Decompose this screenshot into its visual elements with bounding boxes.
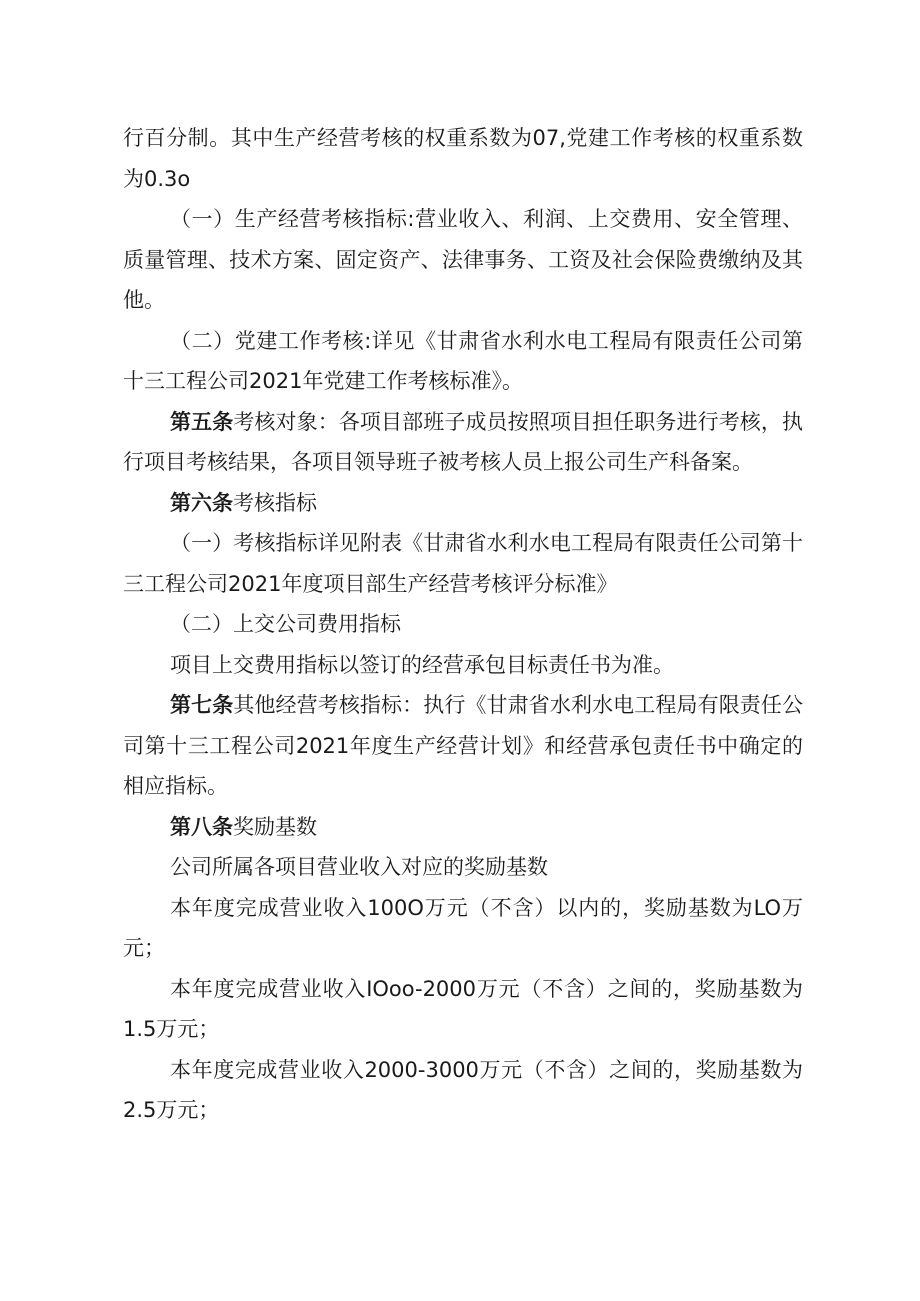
article-5-heading: 第五条: [170, 409, 234, 434]
paragraph-reward-base-intro: 公司所属各项目营业收入对应的奖励基数: [170, 855, 548, 879]
article-8-heading: 第八条: [170, 814, 233, 839]
article-7-heading: 第七条: [170, 693, 234, 717]
paragraph-reward-tier-3: 本年度完成营业收入2000-3000万元（不含）之间的，奖励基数为2.5万元；: [123, 1057, 803, 1122]
article-5-text: 考核对象：各项目部班子成员按照项目担任职务进行考核，执行项目考核结果，各项目领导班子被考核人员上报公司生产科备案。: [123, 409, 803, 474]
article-7: [123, 685, 803, 807]
article-7-text: 其他经营考核指标：执行《甘肃省水利水电工程局有限责任公司第十三工程公司2021年度生产经营计划》和经营承包责任书中确定的相应指标。: [123, 693, 803, 798]
paragraph-fee-standard: 项目上交费用指标以签订的经营承包目标责任书为准。: [170, 652, 674, 677]
paragraph-indicator-appendix: （一）考核指标详见附表《甘肃省水利水电工程局有限责任公司第十三工程公司2021年度项目部生产经营考核评分标准》: [123, 531, 803, 596]
article-6-heading: 第六条: [170, 490, 233, 515]
paragraph-fee-indicator: （二）上交公司费用指标: [170, 612, 401, 636]
article-8-text: 奖励基数: [233, 814, 317, 839]
article-6-text: 考核指标: [233, 490, 317, 515]
paragraph-reward-tier-2: 本年度完成营业收入IOoo-2000万元（不含）之间的，奖励基数为1.5万元；: [123, 976, 803, 1041]
article-6: [123, 483, 803, 524]
article-5: [123, 402, 803, 483]
article-8: [123, 807, 803, 848]
document-body: [123, 118, 803, 1131]
paragraph-reward-tier-1: 本年度完成营业收入100O万元（不含）以内的，奖励基数为LO万元；: [123, 895, 803, 960]
paragraph-party-building: （二）党建工作考核:详见《甘肃省水利水电工程局有限责任公司第十三工程公司2021年党建工作考核标准》。: [123, 328, 803, 393]
paragraph-weight-coefficients: 行百分制。其中生产经营考核的权重系数为07,党建工作考核的权重系数为0.3o: [123, 126, 803, 191]
paragraph-production-indicators: （一）生产经营考核指标:营业收入、利润、上交费用、安全管理、质量管理、技术方案、固定资产、法律事务、工资及社会保险费缴纳及其他。: [123, 207, 803, 312]
